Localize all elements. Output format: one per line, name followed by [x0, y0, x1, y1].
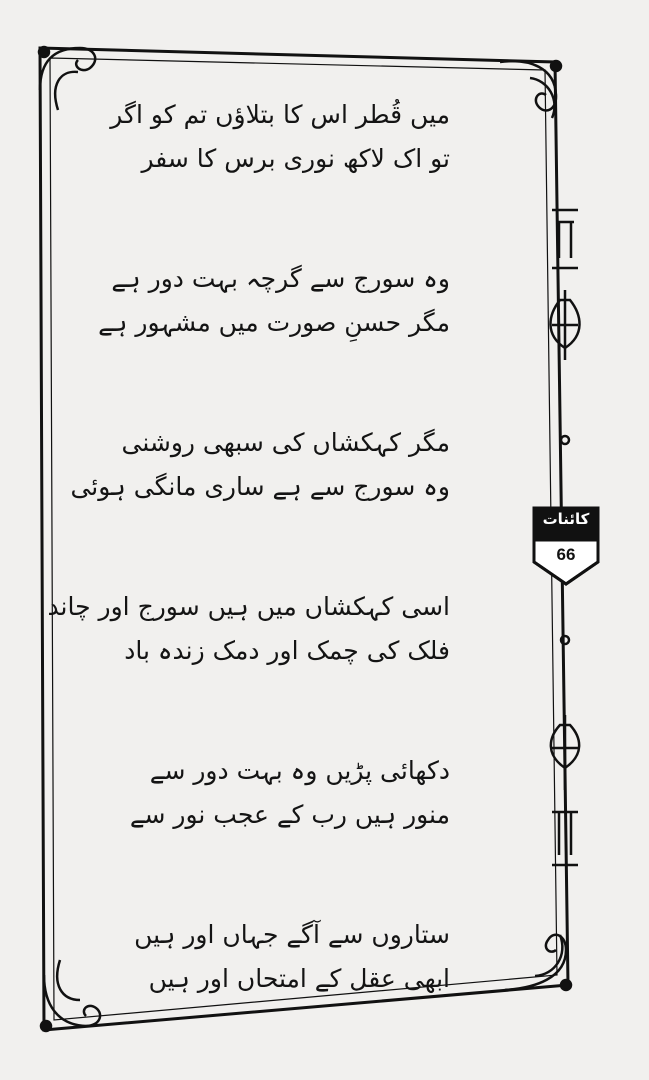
- page-number-badge: [530, 500, 602, 588]
- verse-line: تو اک لاکھ نوری برس کا سفر: [141, 144, 450, 173]
- verse-line: دکھائی پڑیں وہ بہت دور سے: [149, 756, 450, 785]
- verse-line: منور ہیں رب کے عجب نور سے: [129, 800, 450, 829]
- verse-line: مگر حسنِ صورت میں مشہور ہے: [98, 308, 450, 337]
- stanza: [98, 259, 450, 423]
- stanza: [70, 423, 450, 587]
- stanza: [129, 751, 450, 915]
- page-number: 66: [556, 545, 576, 564]
- verse-line: وہ سورج سے ہے ساری مانگی ہوئی: [70, 472, 450, 501]
- side-ornament-upper-icon: [550, 210, 579, 444]
- stanza: [134, 915, 450, 1079]
- poem: [47, 95, 450, 1079]
- corner-ornament-bottom-right-icon: [505, 935, 571, 990]
- stanza: [110, 95, 450, 259]
- verse-line: ستاروں سے آگے جہاں اور ہیں: [134, 920, 450, 949]
- verse-line: اسی کہکشاں میں ہیں سورج اور چاند: [47, 592, 450, 621]
- corner-ornament-top-left-icon: [39, 47, 95, 110]
- stanza: [47, 587, 450, 751]
- verse-line: وہ سورج سے گرچہ بہت دور ہے: [111, 264, 450, 293]
- corner-ornament-bottom-left-icon: [41, 960, 100, 1031]
- verse-line: ابھی عقل کے امتحاں اور ہیں: [148, 964, 450, 993]
- verse-line: مگر کہکشاں کی سبھی روشنی: [121, 428, 450, 457]
- verse-line: میں قُطر اس کا بتلاؤں تم کو اگر: [110, 100, 450, 129]
- badge-title: کائنات: [542, 510, 590, 528]
- verse-line: فلک کی چمک اور دمک زندہ باد: [124, 636, 450, 665]
